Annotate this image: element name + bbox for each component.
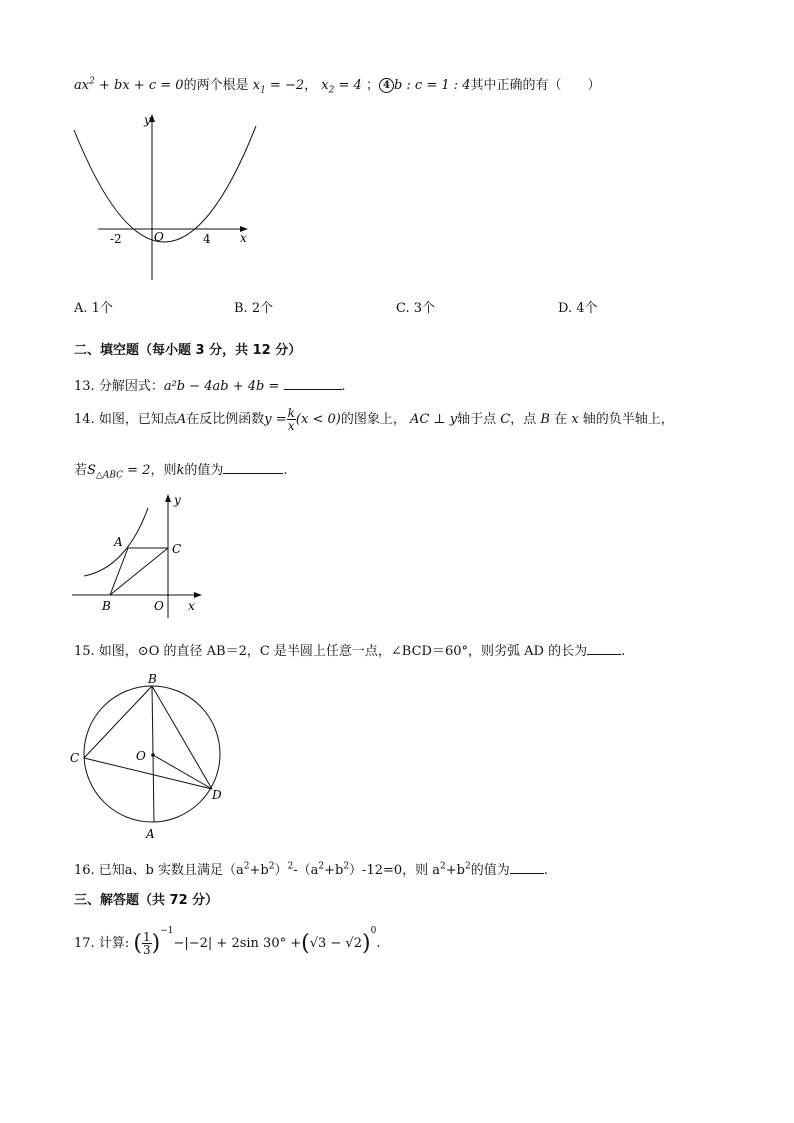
point-b-label: B <box>102 599 111 613</box>
chord-cd <box>84 758 212 789</box>
root-one: $x_1 = -2$ <box>252 78 305 96</box>
q17-middle-expression: −|−2| + 2sin 30° + <box>173 936 302 951</box>
section-3-title: 三、解答题（共 72 分） <box>74 893 219 908</box>
quadratic-equation: $ax^2$ + bx + c = 0 <box>74 76 184 93</box>
radius-od <box>153 755 212 789</box>
point-c-label: C <box>70 751 80 765</box>
q12-parabola-graph <box>60 108 260 288</box>
chord-bd <box>152 686 212 789</box>
origin-label: O <box>154 230 164 244</box>
center-o-label: O <box>136 749 146 763</box>
x-axis-arrow <box>194 592 202 598</box>
question-14-line-2: 若$S_{\triangle ABC} = 2$，则k的值为 . <box>74 463 288 481</box>
exponent-zero: 0 <box>370 926 377 936</box>
perpendicular-statement: AC ⊥ y <box>409 412 458 427</box>
option-b: B. 2个 <box>234 301 274 316</box>
y-axis-label: y <box>144 113 151 127</box>
x-label: x <box>188 599 195 613</box>
option-c: C. 3个 <box>396 301 436 316</box>
ratio-expression: b : c = 1 : 4 <box>393 78 471 93</box>
answer-blank <box>587 642 621 655</box>
tick-label-neg2: -2 <box>110 232 122 246</box>
triangle-area: $S_{\triangle ABC} = 2$ <box>87 463 151 481</box>
y-label: y <box>174 493 181 507</box>
question-16: 16. 已知a、b 实数且满足$(a^2+b^2)^2-(a^2+b^2)-12=0$，则 $a^2+b^2$的值为 . <box>74 861 548 878</box>
option-d: D. 4个 <box>558 301 598 316</box>
k-over-x-fraction: $\frac{k}{x}$ <box>287 406 295 433</box>
parabola-curve <box>74 126 256 242</box>
exponent-neg-one: −1 <box>160 926 174 936</box>
one-third-fraction: $\frac{1}{3}$ <box>142 930 151 957</box>
point-a-label: A <box>146 827 155 841</box>
question-14-line-1: 14. 如图，已知点A在反比例函数y = $\frac{k}{x}$ (x < 0)的图象上， AC ⊥ y轴于点 C，点 B 在 x 轴的负半轴上， <box>74 406 674 433</box>
origin-label: O <box>154 599 164 613</box>
root-two: $x_2 = 4$ <box>321 78 362 96</box>
roots-text: 的两个根是 <box>183 78 249 93</box>
answer-blank <box>510 861 544 874</box>
circled-number-4: 4 <box>379 78 394 93</box>
q15-circle-figure <box>66 668 236 843</box>
q12-tail-text: 其中正确的有（ ） <box>470 78 601 93</box>
question-15: 15. 如图，⊙O 的直径 AB＝2，C 是半圆上任意一点，∠BCD＝60°，则劣弧 AD 的长为 . <box>74 644 626 659</box>
point-c-label: C <box>172 542 182 556</box>
q13-expression: a²b − 4ab + 4b = <box>163 379 280 394</box>
question-17: 17. 计算: ( $\frac{1}{3}$ )$^{-1}$−|−2| + 2sin $30^\circ +(√3 - √2)^0$. <box>74 926 381 957</box>
section-2-title: 二、填空题（每小题 3 分，共 12 分） <box>74 343 302 358</box>
y-axis-arrow <box>165 494 171 502</box>
x-axis-label: x <box>240 231 247 245</box>
option-a: A. 1个 <box>74 301 113 316</box>
point-d-label: D <box>212 788 222 802</box>
point-b-label: B <box>148 672 157 686</box>
q12-statement-tail: $ax^2$ + bx + c = 0的两个根是 $x_1 = -2$， $x_2 = 4$ ； 4 b : c = 1 : 4其中正确的有（ ） <box>74 76 601 96</box>
root-difference: √3 − √2 <box>309 936 362 951</box>
q14-hyperbola-graph <box>66 490 206 620</box>
tick-label-4: 4 <box>203 232 211 246</box>
answer-blank <box>223 461 283 474</box>
question-13: 13. 分解因式：a²b − 4ab + 4b = . <box>74 379 346 394</box>
center-point <box>151 753 155 757</box>
point-a-label: A <box>114 535 123 549</box>
answer-blank <box>284 377 342 390</box>
chord-cb <box>84 686 152 758</box>
